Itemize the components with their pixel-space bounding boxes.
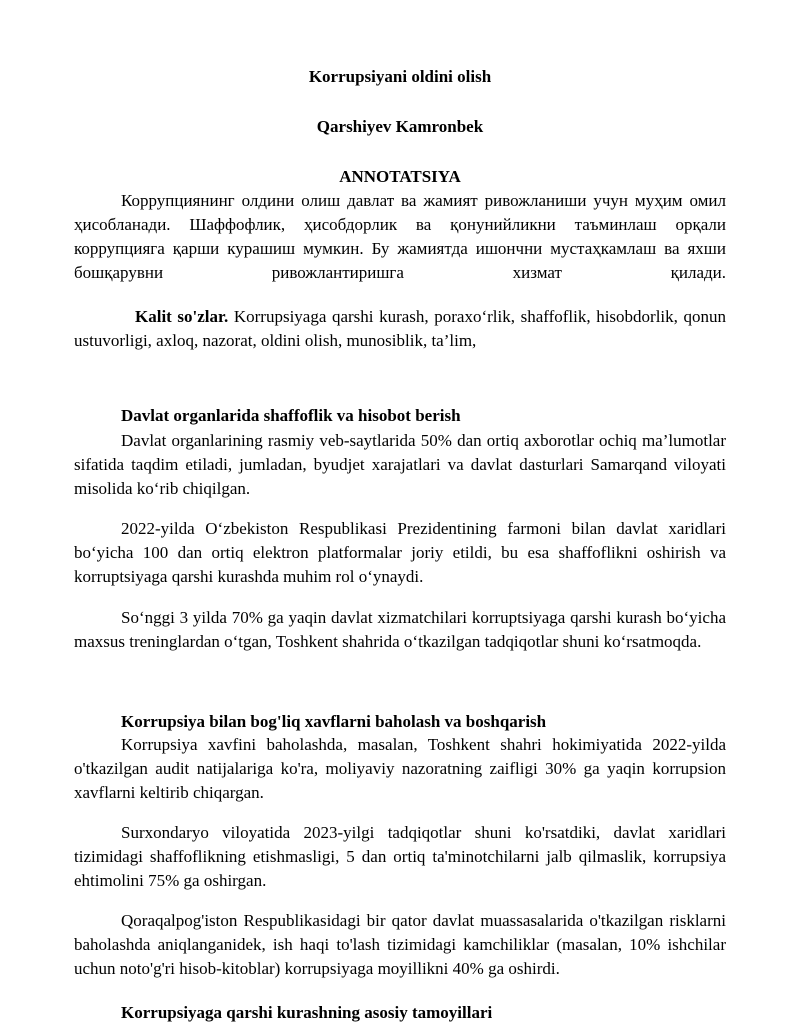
annotation-heading: ANNOTATSIYA xyxy=(339,167,461,186)
annotation-text: Коррупциянинг олдини олиш давлат ва жамият ривожланиши учун муҳим омил ҳисобланади. Шаффофлик, ҳисобдорлик ва қонунийликни таъминлаш орқали коррупцияга қарши курашиш мумкин. Бу жамиятда ишончни мустаҳкамлаш ва яхши бошқарувни ривожлантиришга хизмат қилади. xyxy=(74,191,726,282)
section-heading-transparency: Davlat organlarida shaffoflik va hisobot berish xyxy=(121,406,461,425)
paragraph: Davlat organlarining rasmiy veb-saytlarida 50% dan ortiq axborotlar ochiq ma’lumotlar sifatida taqdim etiladi, jumladan, byudjet xarajatlari va davlat dasturlari Samarqand viloyati misolida ko‘rib chiqilgan. xyxy=(74,431,726,498)
paragraph: Korrupsiya xavfini baholashda, masalan, Toshkent shahri hokimiyatida 2022-yilda o'tkazilgan audit natijalariga ko'ra, moliyaviy nazoratning zaifligi 30% ga yaqin korrupsion xavflarni keltirib chiqargan. xyxy=(74,735,726,802)
section-heading-principles: Korrupsiyaga qarshi kurashning asosiy tamoyillari xyxy=(121,1003,493,1022)
paragraph: 2022-yilda O‘zbekiston Respublikasi Prezidentining farmoni bilan davlat xaridlari bo‘yicha 100 dan ortiq elektron platformalar joriy etildi, bu esa shaffoflikni oshirish va korruptsiyaga qarshi kurashda muhim rol o‘ynaydi. xyxy=(74,519,726,586)
section-heading-risk-assessment: Korrupsiya bilan bog'liq xavflarni baholash va boshqarish xyxy=(121,712,547,731)
document-title: Korrupsiyani oldini olish xyxy=(308,67,492,86)
paragraph: Surxondaryo viloyatida 2023-yilgi tadqiqotlar shuni ko'rsatdiki, davlat xaridlari tizimidagi shaffoflikning etishmasligi, 5 dan ortiq ta'minotchilarni jalb qilmaslik, korrupsiya ehtimolini 75% ga oshirgan. xyxy=(74,823,726,890)
keywords-paragraph xyxy=(74,305,726,353)
paragraph: Qoraqalpog'iston Respublikasidagi bir qator davlat muassasalarida o'tkazilgan risklarni baholashda aniqlanganidek, ish haqi to'lash tizimidagi kamchiliklar (masalan, 10% ishchilar uchun noto'g'ri hisob-kitoblar) korrupsiyaga moyillikni 40% ga oshirdi. xyxy=(74,911,726,978)
author-name: Qarshiyev Kamronbek xyxy=(316,117,484,136)
keywords-label: Kalit so'zlar. xyxy=(135,307,229,326)
paragraph: So‘nggi 3 yilda 70% ga yaqin davlat xizmatchilari korruptsiyaga qarshi kurash bo‘yicha maxsus treninglardan o‘tgan, Toshkent shahrida o‘tkazilgan tadqiqotlar shuni ko‘rsatmoqda. xyxy=(74,608,726,651)
keywords-list: Korrupsiyaga qarshi kurash, poraxo‘rlik, shaffoflik, hisobdorlik, qonun ustuvorligi, axloq, nazorat, oldini olish, munosiblik, ta’lim, xyxy=(74,307,726,350)
